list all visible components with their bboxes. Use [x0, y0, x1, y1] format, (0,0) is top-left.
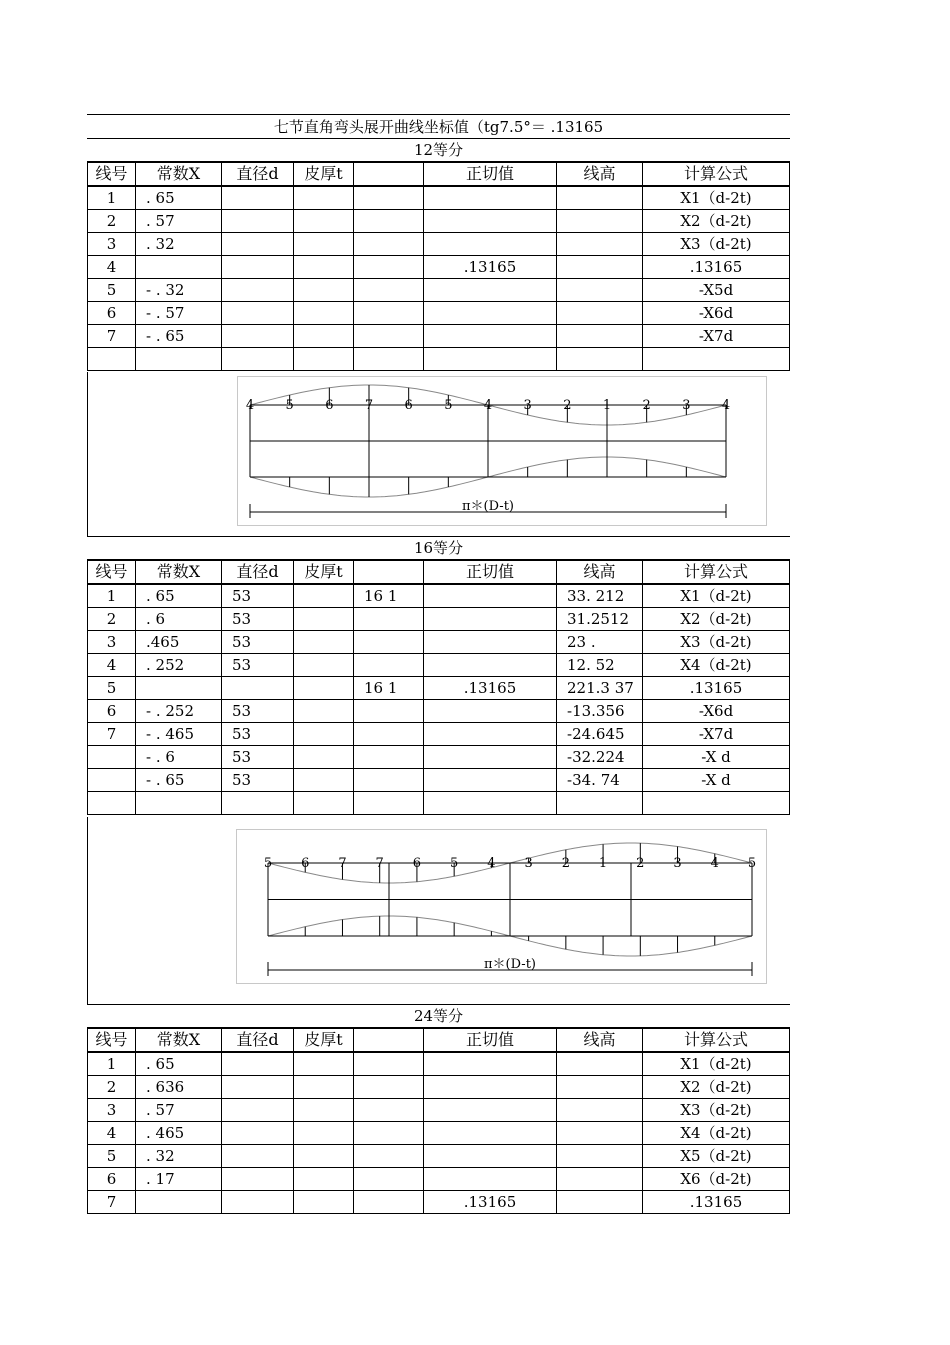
table-cell: [557, 210, 643, 233]
table-cell: [557, 302, 643, 325]
table-cell: [354, 186, 424, 210]
table-cell: [424, 1145, 557, 1168]
table-cell: X6（d-2t): [643, 1168, 790, 1191]
table-cell: X1（d-2t): [643, 1052, 790, 1076]
table-cell: -34. 74: [557, 769, 643, 792]
table-cell: [136, 1191, 222, 1214]
table-cell: 5: [88, 677, 136, 700]
header-row: [88, 1028, 790, 1052]
table-cell: [354, 608, 424, 631]
division-label: 5: [450, 856, 459, 871]
table-cell: . 65: [136, 584, 222, 608]
table-cell: 1: [88, 1052, 136, 1076]
table-row: [88, 1191, 790, 1214]
table-cell: - . 252: [136, 700, 222, 723]
division-label: 5: [444, 398, 453, 413]
table-cell: [354, 654, 424, 677]
table-cell: [557, 325, 643, 348]
table-cell: [424, 1099, 557, 1122]
table-cell: [424, 584, 557, 608]
division-label: 2: [563, 398, 572, 413]
table-row: [88, 608, 790, 631]
table-cell: [294, 792, 354, 815]
table-cell: [88, 769, 136, 792]
division-label: 3: [524, 856, 533, 871]
column-header: 正切值: [424, 560, 557, 584]
table-cell: 4: [88, 256, 136, 279]
table-cell: 1: [88, 584, 136, 608]
table-cell: [557, 792, 643, 815]
division-label: 1: [598, 856, 608, 871]
header-row: [88, 162, 790, 186]
table-cell: 3: [88, 1099, 136, 1122]
table-cell: . 6: [136, 608, 222, 631]
table-cell: . 636: [136, 1076, 222, 1099]
column-header: 皮厚t: [294, 162, 354, 186]
table-cell: [222, 1052, 294, 1076]
table-cell: 7: [88, 723, 136, 746]
column-header: 直径d: [222, 560, 294, 584]
division-label: 5: [285, 398, 294, 413]
table-cell: [424, 792, 557, 815]
table-cell: [222, 233, 294, 256]
column-header: 皮厚t: [294, 560, 354, 584]
table-cell: [557, 1076, 643, 1099]
table-cell: [354, 1076, 424, 1099]
table-row: [88, 302, 790, 325]
table-cell: [354, 631, 424, 654]
table-cell: -X7d: [643, 723, 790, 746]
table-cell: -32.224: [557, 746, 643, 769]
table-cell: [294, 608, 354, 631]
division-label: 2: [561, 856, 570, 871]
table-cell: [424, 1076, 557, 1099]
table-cell: [294, 677, 354, 700]
table-cell: [222, 792, 294, 815]
table-cell: - . 465: [136, 723, 222, 746]
column-header: 线号: [88, 162, 136, 186]
column-header: 直径d: [222, 162, 294, 186]
division-label: 6: [412, 856, 422, 871]
table-cell: [424, 654, 557, 677]
table-cell: [222, 1076, 294, 1099]
table-cell: [424, 631, 557, 654]
table-cell: 31.2512: [557, 608, 643, 631]
column-header: 计算公式: [643, 560, 790, 584]
table-cell: [557, 186, 643, 210]
table-cell: .13165: [643, 677, 790, 700]
table-cell: [424, 186, 557, 210]
table-cell: . 57: [136, 1099, 222, 1122]
table-cell: - . 6: [136, 746, 222, 769]
table-cell: . 32: [136, 233, 222, 256]
table-cell: [354, 1191, 424, 1214]
table-cell: 53: [222, 631, 294, 654]
table-cell: X1（d-2t): [643, 584, 790, 608]
table-cell: X5（d-2t): [643, 1145, 790, 1168]
table-cell: 6: [88, 302, 136, 325]
dimension-label: π＊(D-t): [462, 499, 514, 514]
table-row: [88, 1076, 790, 1099]
division-label: 7: [338, 856, 347, 871]
table-cell: 53: [222, 700, 294, 723]
table-cell: [424, 1168, 557, 1191]
table-cell: [222, 677, 294, 700]
table-cell: [354, 348, 424, 371]
division-label: 1: [602, 398, 612, 413]
column-header: 线号: [88, 1028, 136, 1052]
table-cell: X3（d-2t): [643, 1099, 790, 1122]
table-row: [88, 677, 790, 700]
column-header: 线高: [557, 1028, 643, 1052]
table-cell: 1: [88, 186, 136, 210]
table-cell: -X7d: [643, 325, 790, 348]
table-cell: [557, 1168, 643, 1191]
table-cell: . 65: [136, 186, 222, 210]
table-cell: [424, 723, 557, 746]
column-header: 正切值: [424, 1028, 557, 1052]
table-row: [88, 210, 790, 233]
table-cell: [294, 1099, 354, 1122]
table-12-divisions: [87, 161, 790, 371]
table-cell: X3（d-2t): [643, 233, 790, 256]
division-label: 2: [642, 398, 651, 413]
table-cell: [424, 348, 557, 371]
table-cell: [557, 1052, 643, 1076]
table-cell: 4: [88, 654, 136, 677]
table-cell: .13165: [643, 256, 790, 279]
table-cell: X2（d-2t): [643, 1076, 790, 1099]
table-cell: -X6d: [643, 700, 790, 723]
table-cell: [557, 1099, 643, 1122]
table-cell: [354, 723, 424, 746]
division-label: 4: [710, 856, 719, 871]
table-cell: -13.356: [557, 700, 643, 723]
table-row: [88, 631, 790, 654]
table-cell: [294, 584, 354, 608]
table-cell: X1（d-2t): [643, 186, 790, 210]
table-cell: [294, 1122, 354, 1145]
table-row: [88, 769, 790, 792]
table-cell: [354, 769, 424, 792]
table-cell: 53: [222, 723, 294, 746]
table-cell: [222, 210, 294, 233]
column-header: 计算公式: [643, 162, 790, 186]
table-cell: . 252: [136, 654, 222, 677]
division-label: 4: [721, 398, 731, 413]
table-cell: [294, 1052, 354, 1076]
table-cell: [424, 279, 557, 302]
table-cell: [222, 279, 294, 302]
table-cell: [354, 210, 424, 233]
table-cell: 53: [222, 584, 294, 608]
table-cell: [354, 1122, 424, 1145]
division-label: 3: [523, 398, 532, 413]
section-label-16: 16等分: [87, 536, 790, 559]
table-row: [88, 1099, 790, 1122]
table-cell: [222, 256, 294, 279]
table-cell: [424, 302, 557, 325]
table-cell: X4（d-2t): [643, 654, 790, 677]
table-row: [88, 1168, 790, 1191]
table-cell: [557, 1122, 643, 1145]
section-label-24: 24等分: [87, 1004, 790, 1027]
table-cell: [354, 746, 424, 769]
table-cell: [222, 1168, 294, 1191]
table-row: [88, 584, 790, 608]
table-cell: [88, 348, 136, 371]
division-label: 4: [487, 856, 496, 871]
table-row: [88, 792, 790, 815]
table-cell: X3（d-2t): [643, 631, 790, 654]
table-cell: 2: [88, 608, 136, 631]
table-cell: - . 32: [136, 279, 222, 302]
table-cell: [294, 654, 354, 677]
table-row: [88, 700, 790, 723]
table-cell: .13165: [424, 1191, 557, 1214]
table-cell: [424, 1122, 557, 1145]
table-row: [88, 654, 790, 677]
table-cell: [354, 1168, 424, 1191]
table-cell: [424, 233, 557, 256]
table-16-divisions: [87, 559, 790, 815]
left-border: [87, 817, 88, 1005]
table-row: [88, 1122, 790, 1145]
table-cell: [424, 746, 557, 769]
table-cell: [354, 700, 424, 723]
unfold-diagram-12: [237, 376, 767, 526]
table-cell: [222, 186, 294, 210]
column-header: 线号: [88, 560, 136, 584]
table-cell: - . 57: [136, 302, 222, 325]
table-cell: 5: [88, 279, 136, 302]
table-cell: [136, 792, 222, 815]
table-cell: X2（d-2t): [643, 210, 790, 233]
table-cell: [294, 700, 354, 723]
table-cell: [354, 279, 424, 302]
table-cell: 16 1: [354, 584, 424, 608]
table-cell: -X d: [643, 746, 790, 769]
table-cell: [294, 1191, 354, 1214]
table-cell: [557, 279, 643, 302]
table-cell: -X5d: [643, 279, 790, 302]
table-cell: . 65: [136, 1052, 222, 1076]
table-cell: . 465: [136, 1122, 222, 1145]
table-row: [88, 279, 790, 302]
division-label: 4: [245, 398, 255, 413]
table-cell: -X d: [643, 769, 790, 792]
table-row: [88, 233, 790, 256]
table-cell: X4（d-2t): [643, 1122, 790, 1145]
table-cell: [643, 348, 790, 371]
table-cell: [88, 792, 136, 815]
table-cell: [136, 677, 222, 700]
column-header: 皮厚t: [294, 1028, 354, 1052]
table-cell: [354, 302, 424, 325]
table-row: [88, 1145, 790, 1168]
column-header: 正切值: [424, 162, 557, 186]
table-row: [88, 325, 790, 348]
table-cell: 23 .: [557, 631, 643, 654]
table-cell: [424, 210, 557, 233]
table-cell: .13165: [424, 677, 557, 700]
table-cell: -X6d: [643, 302, 790, 325]
table-cell: [354, 325, 424, 348]
table-cell: [354, 1052, 424, 1076]
division-label: 5: [263, 856, 273, 871]
table-cell: [294, 348, 354, 371]
table-cell: [643, 792, 790, 815]
table-24-divisions: [87, 1027, 790, 1214]
table-cell: -24.645: [557, 723, 643, 746]
column-header: [354, 162, 424, 186]
dimension-label: π＊(D-t): [484, 957, 536, 972]
table-cell: . 17: [136, 1168, 222, 1191]
division-label: 3: [673, 856, 682, 871]
unfold-diagram-16: [236, 829, 767, 984]
table-cell: [294, 769, 354, 792]
table-cell: - . 65: [136, 325, 222, 348]
table-cell: .465: [136, 631, 222, 654]
table-cell: X2（d-2t): [643, 608, 790, 631]
table-cell: 53: [222, 769, 294, 792]
left-border: [87, 372, 88, 536]
table-cell: - . 65: [136, 769, 222, 792]
table-cell: 6: [88, 1168, 136, 1191]
table-cell: 2: [88, 210, 136, 233]
sheet-title: 七节直角弯头展开曲线坐标值（tg7.5°＝ .13165: [87, 114, 790, 139]
table-cell: [136, 348, 222, 371]
table-cell: [424, 1052, 557, 1076]
table-cell: 12. 52: [557, 654, 643, 677]
table-cell: 53: [222, 654, 294, 677]
table-row: [88, 186, 790, 210]
table-cell: [557, 348, 643, 371]
table-cell: 7: [88, 325, 136, 348]
table-cell: [222, 1191, 294, 1214]
table-cell: 2: [88, 1076, 136, 1099]
table-cell: [354, 1099, 424, 1122]
table-cell: [557, 233, 643, 256]
table-cell: [294, 325, 354, 348]
division-label: 6: [301, 856, 310, 871]
table-cell: 3: [88, 233, 136, 256]
column-header: [354, 560, 424, 584]
division-label: 6: [404, 398, 413, 413]
table-cell: 4: [88, 1122, 136, 1145]
column-header: 线高: [557, 162, 643, 186]
table-cell: .13165: [424, 256, 557, 279]
column-header: 常数X: [136, 560, 222, 584]
table-cell: [294, 631, 354, 654]
table-cell: [557, 1145, 643, 1168]
table-cell: 6: [88, 700, 136, 723]
column-header: 常数X: [136, 162, 222, 186]
table-cell: [354, 1145, 424, 1168]
table-cell: . 57: [136, 210, 222, 233]
header-row: [88, 560, 790, 584]
table-cell: [294, 746, 354, 769]
table-cell: [424, 769, 557, 792]
table-row: [88, 746, 790, 769]
table-cell: 53: [222, 746, 294, 769]
column-header: [354, 1028, 424, 1052]
table-cell: [557, 1191, 643, 1214]
division-label: 7: [375, 856, 384, 871]
table-cell: [424, 325, 557, 348]
table-cell: 16 1: [354, 677, 424, 700]
table-cell: [222, 302, 294, 325]
table-cell: [88, 746, 136, 769]
table-cell: [354, 233, 424, 256]
table-cell: . 32: [136, 1145, 222, 1168]
table-cell: 3: [88, 631, 136, 654]
column-header: 计算公式: [643, 1028, 790, 1052]
table-cell: [557, 256, 643, 279]
division-label: 2: [636, 856, 645, 871]
table-cell: 33. 212: [557, 584, 643, 608]
column-header: 直径d: [222, 1028, 294, 1052]
table-cell: 5: [88, 1145, 136, 1168]
table-cell: 7: [88, 1191, 136, 1214]
table-cell: [136, 256, 222, 279]
table-cell: [294, 186, 354, 210]
division-label: 5: [747, 856, 757, 871]
table-cell: [294, 256, 354, 279]
table-cell: [222, 1145, 294, 1168]
table-cell: [222, 1122, 294, 1145]
table-cell: [424, 700, 557, 723]
table-cell: 53: [222, 608, 294, 631]
table-cell: [294, 302, 354, 325]
table-cell: [294, 1145, 354, 1168]
division-label: 6: [325, 398, 334, 413]
table-cell: [222, 1099, 294, 1122]
table-row: [88, 256, 790, 279]
column-header: 常数X: [136, 1028, 222, 1052]
table-row: [88, 348, 790, 371]
table-cell: 221.3 37: [557, 677, 643, 700]
table-cell: [354, 256, 424, 279]
column-header: 线高: [557, 560, 643, 584]
division-label: 3: [682, 398, 691, 413]
table-cell: [222, 325, 294, 348]
table-cell: [354, 792, 424, 815]
table-cell: [424, 608, 557, 631]
table-row: [88, 1052, 790, 1076]
table-cell: [294, 279, 354, 302]
table-cell: [294, 1076, 354, 1099]
section-label-12: 12等分: [87, 138, 790, 161]
table-cell: [222, 348, 294, 371]
division-label: 7: [364, 398, 374, 413]
table-cell: [294, 723, 354, 746]
table-cell: [294, 1168, 354, 1191]
division-label: 4: [483, 398, 493, 413]
table-cell: [294, 233, 354, 256]
table-cell: .13165: [643, 1191, 790, 1214]
table-cell: [294, 210, 354, 233]
table-row: [88, 723, 790, 746]
